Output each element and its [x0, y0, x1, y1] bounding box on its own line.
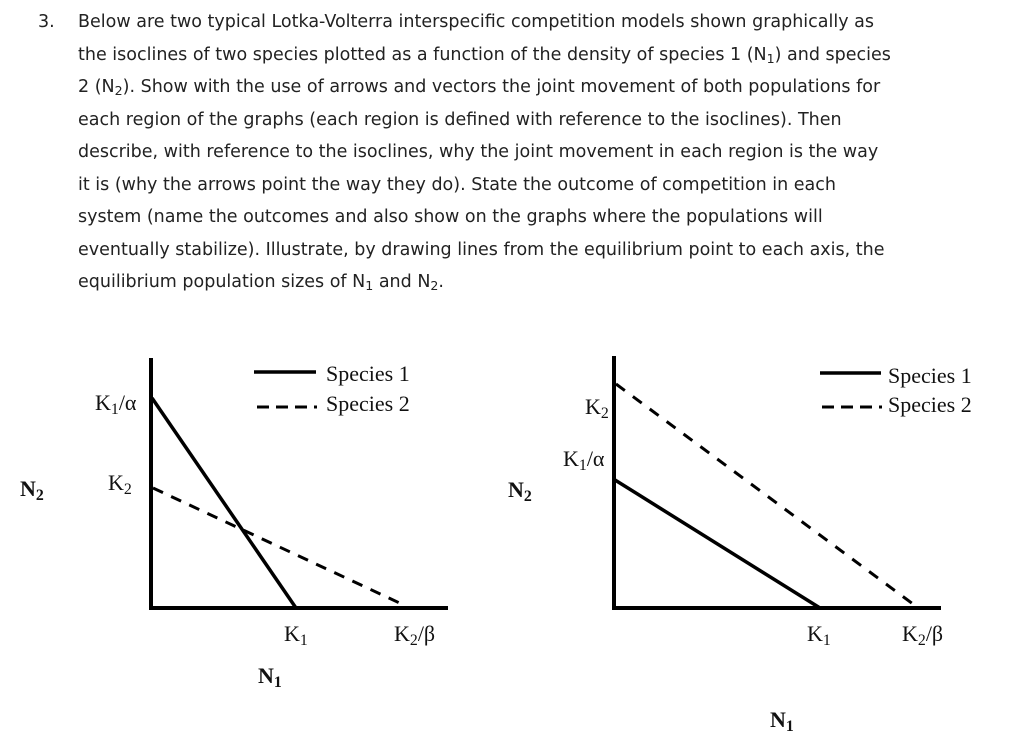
- question-line: it is (why the arrows point the way they do). State the outcome of competition in each: [78, 174, 836, 195]
- question-line: system (name the outcomes and also show on the graphs where the populations will: [78, 207, 823, 227]
- graph2-label-k1-over-alpha: $K_1/\alpha$: [563, 446, 605, 474]
- graph1-label-k1-over-alpha: $K_1/\alpha$: [95, 390, 137, 418]
- graph1-x-axis-label: $N_1$: [258, 663, 282, 691]
- graph2-legend-species1: Species 1: [888, 363, 972, 388]
- graph1-species2-isocline: [153, 488, 406, 606]
- graph1-label-k2-over-beta: $K_2/\beta$: [394, 621, 436, 649]
- graph1-y-axis-label: $N_2$: [20, 476, 44, 504]
- graph1-species1-isocline: [152, 398, 296, 608]
- graph2-label-k1: $K_1$: [807, 621, 831, 649]
- question-number: 3.: [38, 12, 55, 32]
- graph2-label-k2-over-beta: $K_2/\beta$: [902, 621, 944, 649]
- question-line: eventually stabilize). Illustrate, by drawing lines from the equilibrium point to each axis, the: [78, 239, 885, 260]
- question-line: describe, with reference to the isoclines, why the joint movement in each region is the way: [78, 142, 879, 162]
- question-line: the isoclines of two species plotted as a function of the density of species 1 $(N_1)$ and species: [78, 44, 891, 66]
- question-line: each region of the graphs (each region is defined with reference to the isoclines). Then: [78, 109, 842, 130]
- question-line: equilibrium population sizes of $N_1$ and $N_2$.: [78, 272, 444, 294]
- graph2-label-k2: $K_2$: [585, 394, 609, 422]
- graph1-label-k1: $K_1$: [284, 621, 308, 649]
- graph2-species2-isocline: [616, 384, 913, 604]
- question-line: Below are two typical Lotka-Volterra interspecific competition models shown graphically as: [78, 12, 875, 32]
- question-line: 2 $(N_2)$. Show with the use of arrows and vectors the joint movement of both populations for: [78, 77, 881, 99]
- graph2-y-axis-label: $N_2$: [508, 477, 532, 505]
- graph2-legend-species2: Species 2: [888, 392, 972, 417]
- graph1-legend-species1: Species 1: [326, 361, 410, 386]
- graph1-label-k2: $K_2$: [108, 470, 132, 498]
- graph2-x-axis-label: $N_1$: [770, 707, 794, 735]
- graph1-legend-species2: Species 2: [326, 391, 410, 416]
- graph2-species1-isocline: [615, 480, 820, 608]
